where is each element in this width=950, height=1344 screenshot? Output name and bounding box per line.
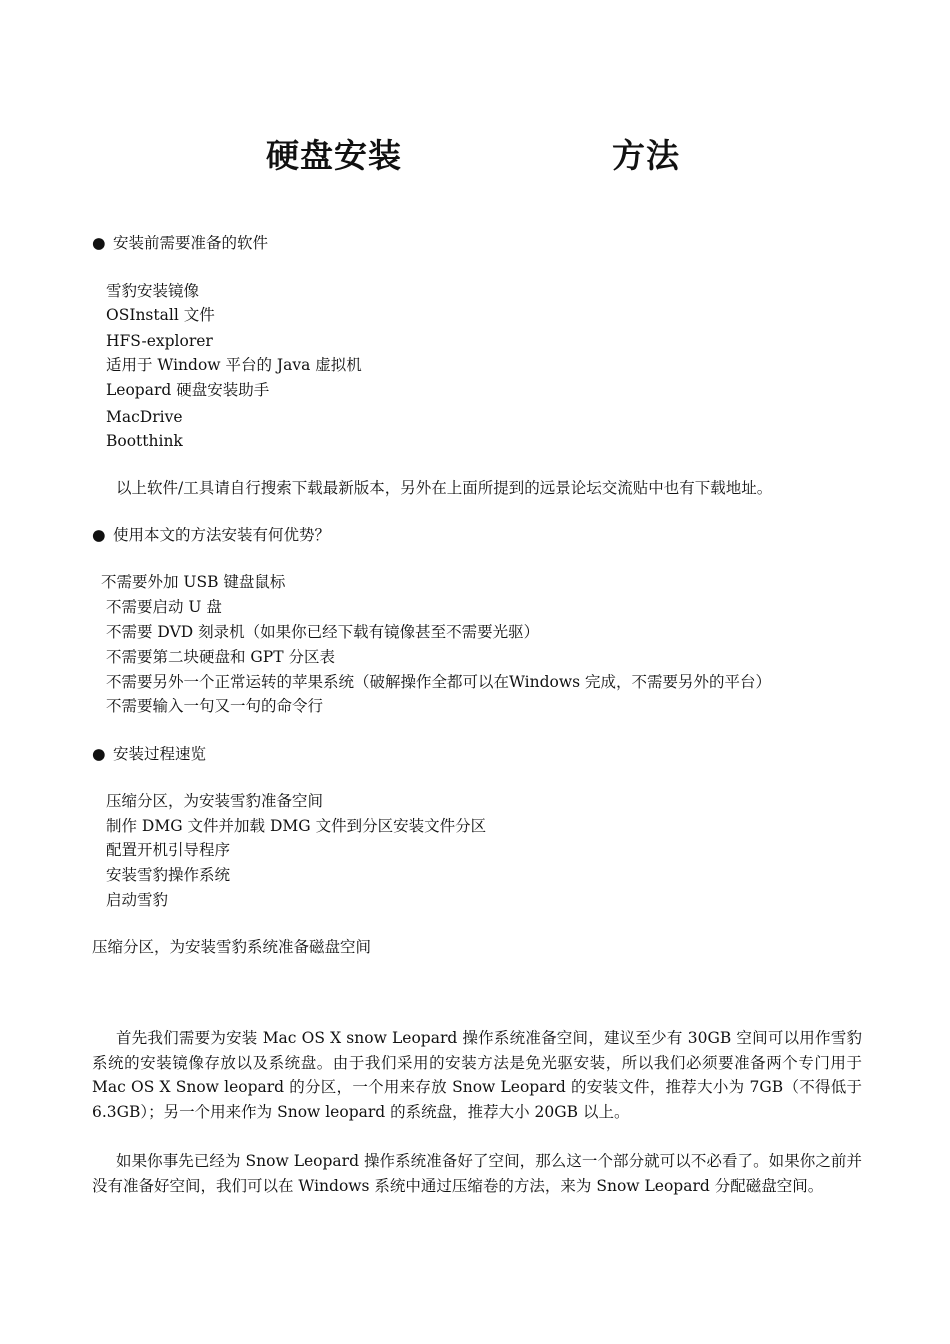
list-item: HFS-explorer bbox=[106, 332, 213, 350]
section-heading-advantages bbox=[92, 525, 330, 545]
subheading: 压缩分区，为安装雪豹系统准备磁盘空间 bbox=[92, 938, 372, 956]
page-title bbox=[0, 130, 950, 174]
list-item: 压缩分区，为安装雪豹准备空间 bbox=[106, 792, 324, 810]
list-item: Leopard 硬盘安装助手 bbox=[106, 381, 270, 399]
software-note: 以上软件/工具请自行搜索下载最新版本，另外在上面所提到的远景论坛交流贴中也有下载地址。 bbox=[116, 479, 773, 497]
list-item: 不需要启动 U 盘 bbox=[106, 598, 222, 616]
list-item: Bootthink bbox=[106, 432, 183, 450]
section-heading-text: 安装前需要准备的软件 bbox=[112, 234, 268, 252]
list-item: 不需要 DVD 刻录机（如果你已经下载有镜像甚至不需要光驱） bbox=[106, 623, 540, 641]
list-item: 不需要另外一个正常运转的苹果系统（破解操作全都可以在Windows 完成，不需要另外的平台） bbox=[106, 673, 772, 691]
bullet-icon: ● bbox=[92, 526, 106, 544]
body-paragraph: 首先我们需要为安装 Mac OS X snow Leopard 操作系统准备空间，建议至少有 30GB 空间可以用作雪豹系统的安装镜像存放以及系统盘。由于我们采用的安装方法是免光驱安装，所以我们必须要准备两个专门用于 Mac OS X Snow leopard 的分区，一个用来存放 Snow Leopard 的安装文件，推荐大小为 7GB（不得低于 6.3GB）；另一个用来作为 Snow leopard 的系统盘，推荐大小 20GB 以上。 bbox=[92, 1029, 862, 1121]
section-heading-text: 安装过程速览 bbox=[112, 745, 206, 763]
list-item: 安装雪豹操作系统 bbox=[106, 866, 231, 884]
list-item: 不需要第二块硬盘和 GPT 分区表 bbox=[106, 648, 336, 666]
list-item: MacDrive bbox=[106, 408, 183, 426]
list-item: 不需要输入一句又一句的命令行 bbox=[106, 697, 324, 715]
section-heading-text: 使用本文的方法安装有何优势？ bbox=[112, 526, 330, 544]
list-item: 不需要外加 USB 键盘鼠标 bbox=[101, 573, 286, 591]
list-item: OSInstall 文件 bbox=[106, 306, 215, 324]
list-item: 制作 DMG 文件并加载 DMG 文件到分区安装文件分区 bbox=[106, 817, 487, 835]
list-item: 适用于 Window 平台的 Java 虚拟机 bbox=[106, 356, 362, 374]
list-item: 配置开机引导程序 bbox=[106, 841, 231, 859]
title-left: 硬盘安装 bbox=[266, 136, 402, 175]
list-item: 雪豹安装镜像 bbox=[106, 282, 200, 300]
section-heading-software bbox=[92, 233, 268, 253]
title-right: 方法 bbox=[612, 136, 680, 175]
bullet-icon: ● bbox=[92, 234, 106, 252]
list-item: 启动雪豹 bbox=[106, 891, 169, 909]
body-paragraph: 如果你事先已经为 Snow Leopard 操作系统准备好了空间，那么这一个部分就可以不必看了。如果你之前并没有准备好空间，我们可以在 Windows 系统中通过压缩卷的方法，来为 Snow Leopard 分配磁盘空间。 bbox=[92, 1152, 862, 1195]
bullet-icon: ● bbox=[92, 745, 106, 763]
section-heading-overview bbox=[92, 744, 206, 764]
